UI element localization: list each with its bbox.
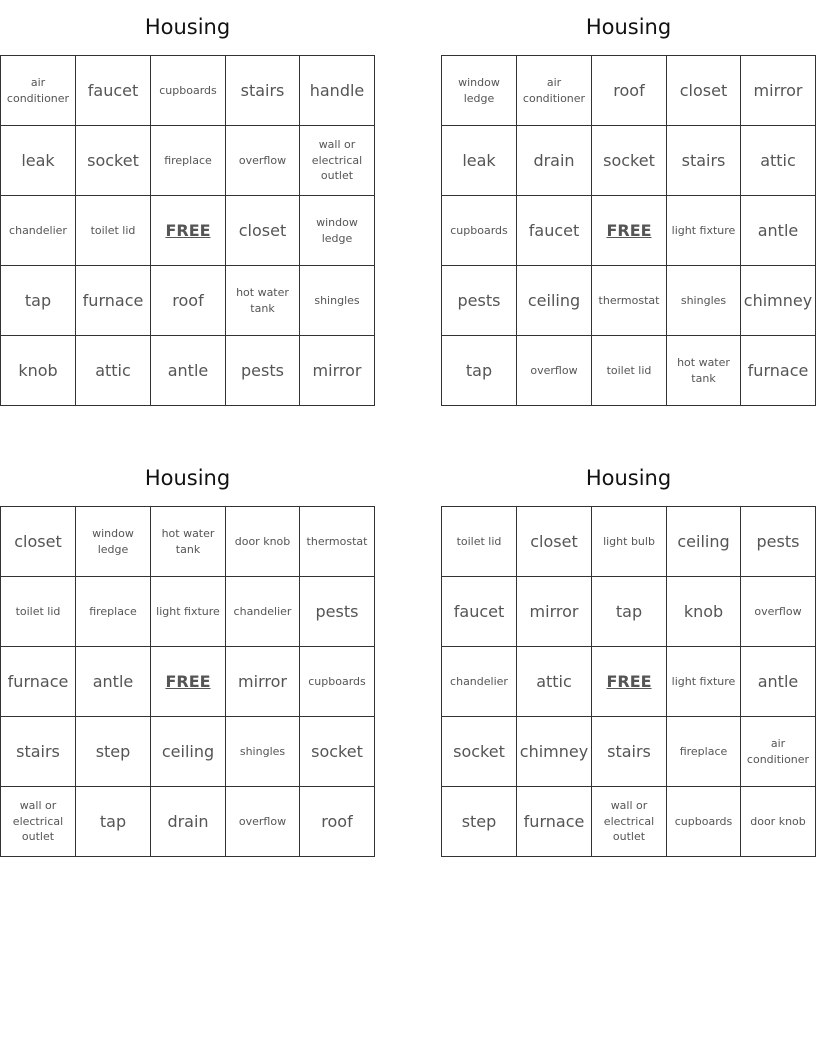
bingo-cell-text: wall or electrical outlet [311,138,363,183]
bingo-cell-text: antle [757,220,799,240]
bingo-cell-text: mirror [529,601,579,621]
bingo-cell [226,577,300,647]
bingo-cell-text: light fixture [671,223,736,237]
bingo-cell [592,577,667,647]
bingo-cell-text: stairs [607,741,651,761]
bingo-cell-text: socket [603,150,655,170]
bingo-cell-text: chandelier [450,674,508,688]
bingo-cell [300,126,375,196]
bingo-cell [517,717,592,787]
bingo-cell-text: closet [679,80,728,100]
bingo-cell [741,647,816,717]
bingo-cell [226,56,300,126]
bingo-cell-text: handle [309,80,365,100]
bingo-cell-text: closet [14,531,62,551]
bingo-cell-text: pests [315,601,359,621]
bingo-cell [517,577,592,647]
bingo-cell-text: stairs [681,150,726,170]
bingo-cell [151,507,226,577]
bingo-cell [667,787,741,857]
bingo-cell [226,787,300,857]
bingo-cell-text: hot water tank [677,356,730,385]
bingo-cell [442,336,517,406]
bingo-cell-text: stairs [16,741,60,761]
bingo-cell [1,336,76,406]
bingo-cell [667,266,741,336]
bingo-cell [151,56,226,126]
bingo-cell-text: window ledge [92,527,134,556]
bingo-cell-text: fireplace [89,604,137,618]
bingo-cell [741,787,816,857]
bingo-cell-text: thermostat [598,293,660,307]
bingo-cell-text: stairs [240,80,285,100]
bingo-cell-text: antle [92,671,134,691]
bingo-cell-text: FREE [165,221,211,240]
bingo-cell-text: roof [172,290,204,310]
bingo-cell [592,196,667,266]
bingo-cell [300,577,375,647]
bingo-cell-text: wall or electrical outlet [603,799,655,844]
bingo-cell-text: pests [756,531,800,551]
bingo-cell-text: closet [238,220,287,240]
bingo-cell [1,266,76,336]
bingo-cell-text: step [95,741,131,761]
bingo-cell-text: faucet [87,80,139,100]
bingo-cell [300,787,375,857]
bingo-cell-text: furnace [7,671,69,691]
bingo-cell-text: window ledge [458,76,500,105]
bingo-cell [667,717,741,787]
bingo-cell-text: antle [757,671,799,691]
bingo-cell [1,717,76,787]
bingo-cell-text: pests [457,290,501,310]
bingo-cell [517,126,592,196]
bingo-cell [1,507,76,577]
bingo-cell [226,126,300,196]
bingo-cell [300,717,375,787]
bingo-cell [667,56,741,126]
bingo-cell [76,647,151,717]
bingo-cell [151,787,226,857]
bingo-cell-text: drain [533,150,575,170]
bingo-cell-text: step [461,811,497,831]
bingo-cell-text: attic [536,671,572,691]
bingo-cell [442,577,517,647]
bingo-cell [517,266,592,336]
bingo-cell [151,717,226,787]
bingo-cell [741,507,816,577]
bingo-cell-text: overflow [754,604,802,618]
bingo-cell-text: fireplace [679,744,728,758]
bingo-grid [441,55,816,406]
bingo-cell-text: FREE [606,221,652,240]
bingo-grid [0,55,375,406]
bingo-cell-text: toilet lid [90,223,136,237]
bingo-grid [441,506,816,857]
bingo-cell-text: cupboards [674,814,733,828]
bingo-cell-text: chimney [519,741,589,761]
bingo-cell-text: air conditioner [746,737,810,766]
bingo-cell-text: chandelier [233,604,292,618]
bingo-cell [741,717,816,787]
bingo-cell [300,507,375,577]
bingo-cell [592,507,667,577]
bingo-cell-text: knob [18,360,58,380]
card-title: Housing [144,15,231,39]
bingo-cell [442,717,517,787]
bingo-cell [592,336,667,406]
bingo-cell-text: chimney [743,290,813,310]
bingo-cell-text: shingles [680,293,727,307]
bingo-cell [592,787,667,857]
bingo-cell-text: roof [321,811,353,831]
bingo-cell [741,196,816,266]
bingo-cell [517,647,592,717]
bingo-cell [300,56,375,126]
bingo-cell [442,56,517,126]
bingo-cell-text: shingles [314,293,360,307]
bingo-cell [517,787,592,857]
bingo-cell-text: socket [453,741,505,761]
bingo-cell-text: ceiling [677,531,730,551]
bingo-cell-text: door knob [234,534,291,548]
card-title: Housing [585,15,672,39]
bingo-cell [300,196,375,266]
bingo-cell [592,126,667,196]
bingo-cell-text: cupboards [450,223,508,237]
bingo-cell-text: shingles [239,744,286,758]
bingo-cell [592,717,667,787]
bingo-cell [741,126,816,196]
card-title: Housing [144,466,231,490]
bingo-cell-text: tap [615,601,643,621]
bingo-cell-text: tap [465,360,493,380]
bingo-cell [442,787,517,857]
bingo-cell-text: mirror [753,80,803,100]
bingo-cell [300,647,375,717]
bingo-cell [1,56,76,126]
bingo-cell-text: hot water tank [161,527,215,556]
bingo-cell [76,126,151,196]
bingo-cell [1,787,76,857]
bingo-cell [517,56,592,126]
bingo-cell-text: window ledge [316,216,358,245]
bingo-cell [667,126,741,196]
bingo-cell-text: furnace [747,360,809,380]
bingo-cell-text: attic [95,360,131,380]
bingo-cell [151,196,226,266]
bingo-cell-text: faucet [528,220,580,240]
bingo-cell [1,126,76,196]
bingo-cell [76,196,151,266]
bingo-cell [151,577,226,647]
bingo-cell [151,126,226,196]
bingo-cell [151,336,226,406]
bingo-cell-text: light bulb [603,534,655,548]
bingo-cell [76,56,151,126]
bingo-cell [741,336,816,406]
card-title: Housing [585,466,672,490]
bingo-cell [226,507,300,577]
bingo-cell-text: furnace [82,290,144,310]
bingo-cell-text: ceiling [527,290,581,310]
bingo-cell [442,647,517,717]
bingo-cell [592,266,667,336]
bingo-cell-text: light fixture [156,604,220,618]
bingo-cell-text: toilet lid [606,363,652,377]
bingo-cell [517,336,592,406]
bingo-cell [226,336,300,406]
bingo-cell [442,126,517,196]
bingo-cell [151,647,226,717]
bingo-cell-text: faucet [453,601,505,621]
bingo-cell-text: toilet lid [456,534,502,548]
bingo-cell-text: chandelier [9,223,67,237]
bingo-grid [0,506,375,857]
bingo-cell [592,56,667,126]
bingo-cell-text: light fixture [671,674,736,688]
bingo-cell-text: socket [87,150,139,170]
bingo-cell-text: overflow [238,153,287,167]
bingo-cell [442,507,517,577]
bingo-cell-text: hot water tank [236,286,289,315]
bingo-cell [741,56,816,126]
bingo-cell [226,266,300,336]
bingo-cell-text: door knob [750,814,806,828]
bingo-cell-text: cupboards [159,83,217,97]
bingo-cell-text: ceiling [161,741,215,761]
bingo-cell [76,507,151,577]
bingo-cell-text: antle [167,360,209,380]
bingo-cell [76,336,151,406]
bingo-cell [226,196,300,266]
bingo-cell [741,266,816,336]
bingo-cell-text: roof [613,80,645,100]
bingo-cell-text: thermostat [306,534,368,548]
bingo-cell-text: toilet lid [15,604,61,618]
bingo-cell [442,266,517,336]
bingo-cell-text: leak [21,150,55,170]
bingo-cell [1,647,76,717]
bingo-cell-text: mirror [238,671,287,691]
bingo-cell-text: knob [683,601,724,621]
bingo-cell-text: air conditioner [6,76,70,105]
bingo-cell [741,577,816,647]
bingo-cell-text: FREE [165,672,211,691]
bingo-cell [442,196,517,266]
bingo-cell [667,196,741,266]
bingo-cell-text: socket [311,741,363,761]
bingo-cell-text: tap [24,290,52,310]
bingo-cell [300,336,375,406]
bingo-cell-text: air conditioner [522,76,586,105]
bingo-cell [300,266,375,336]
bingo-cell-text: furnace [523,811,585,831]
bingo-cell [667,336,741,406]
bingo-cell-text: drain [167,811,209,831]
bingo-cell-text: FREE [606,672,652,691]
bingo-cell-text: cupboards [308,674,366,688]
bingo-cell [76,577,151,647]
bingo-cell [667,577,741,647]
bingo-cell-text: tap [99,811,127,831]
bingo-cell [517,507,592,577]
bingo-cell [592,647,667,717]
bingo-cell [1,577,76,647]
bingo-cell [1,196,76,266]
bingo-cell-text: attic [760,150,796,170]
bingo-cell-text: mirror [312,360,362,380]
bingo-cell-text: pests [241,360,284,380]
bingo-cell-text: overflow [238,814,287,828]
bingo-cell [76,717,151,787]
bingo-cell-text: overflow [530,363,578,377]
bingo-cell [76,266,151,336]
bingo-cell [76,787,151,857]
bingo-cell-text: fireplace [164,153,212,167]
bingo-cell [151,266,226,336]
bingo-cell [226,717,300,787]
bingo-cell [517,196,592,266]
bingo-cell-text: wall or electrical outlet [12,799,64,844]
bingo-cell-text: leak [462,150,496,170]
bingo-cell-text: closet [530,531,578,551]
bingo-cell [667,507,741,577]
bingo-cell [226,647,300,717]
bingo-cell [667,647,741,717]
